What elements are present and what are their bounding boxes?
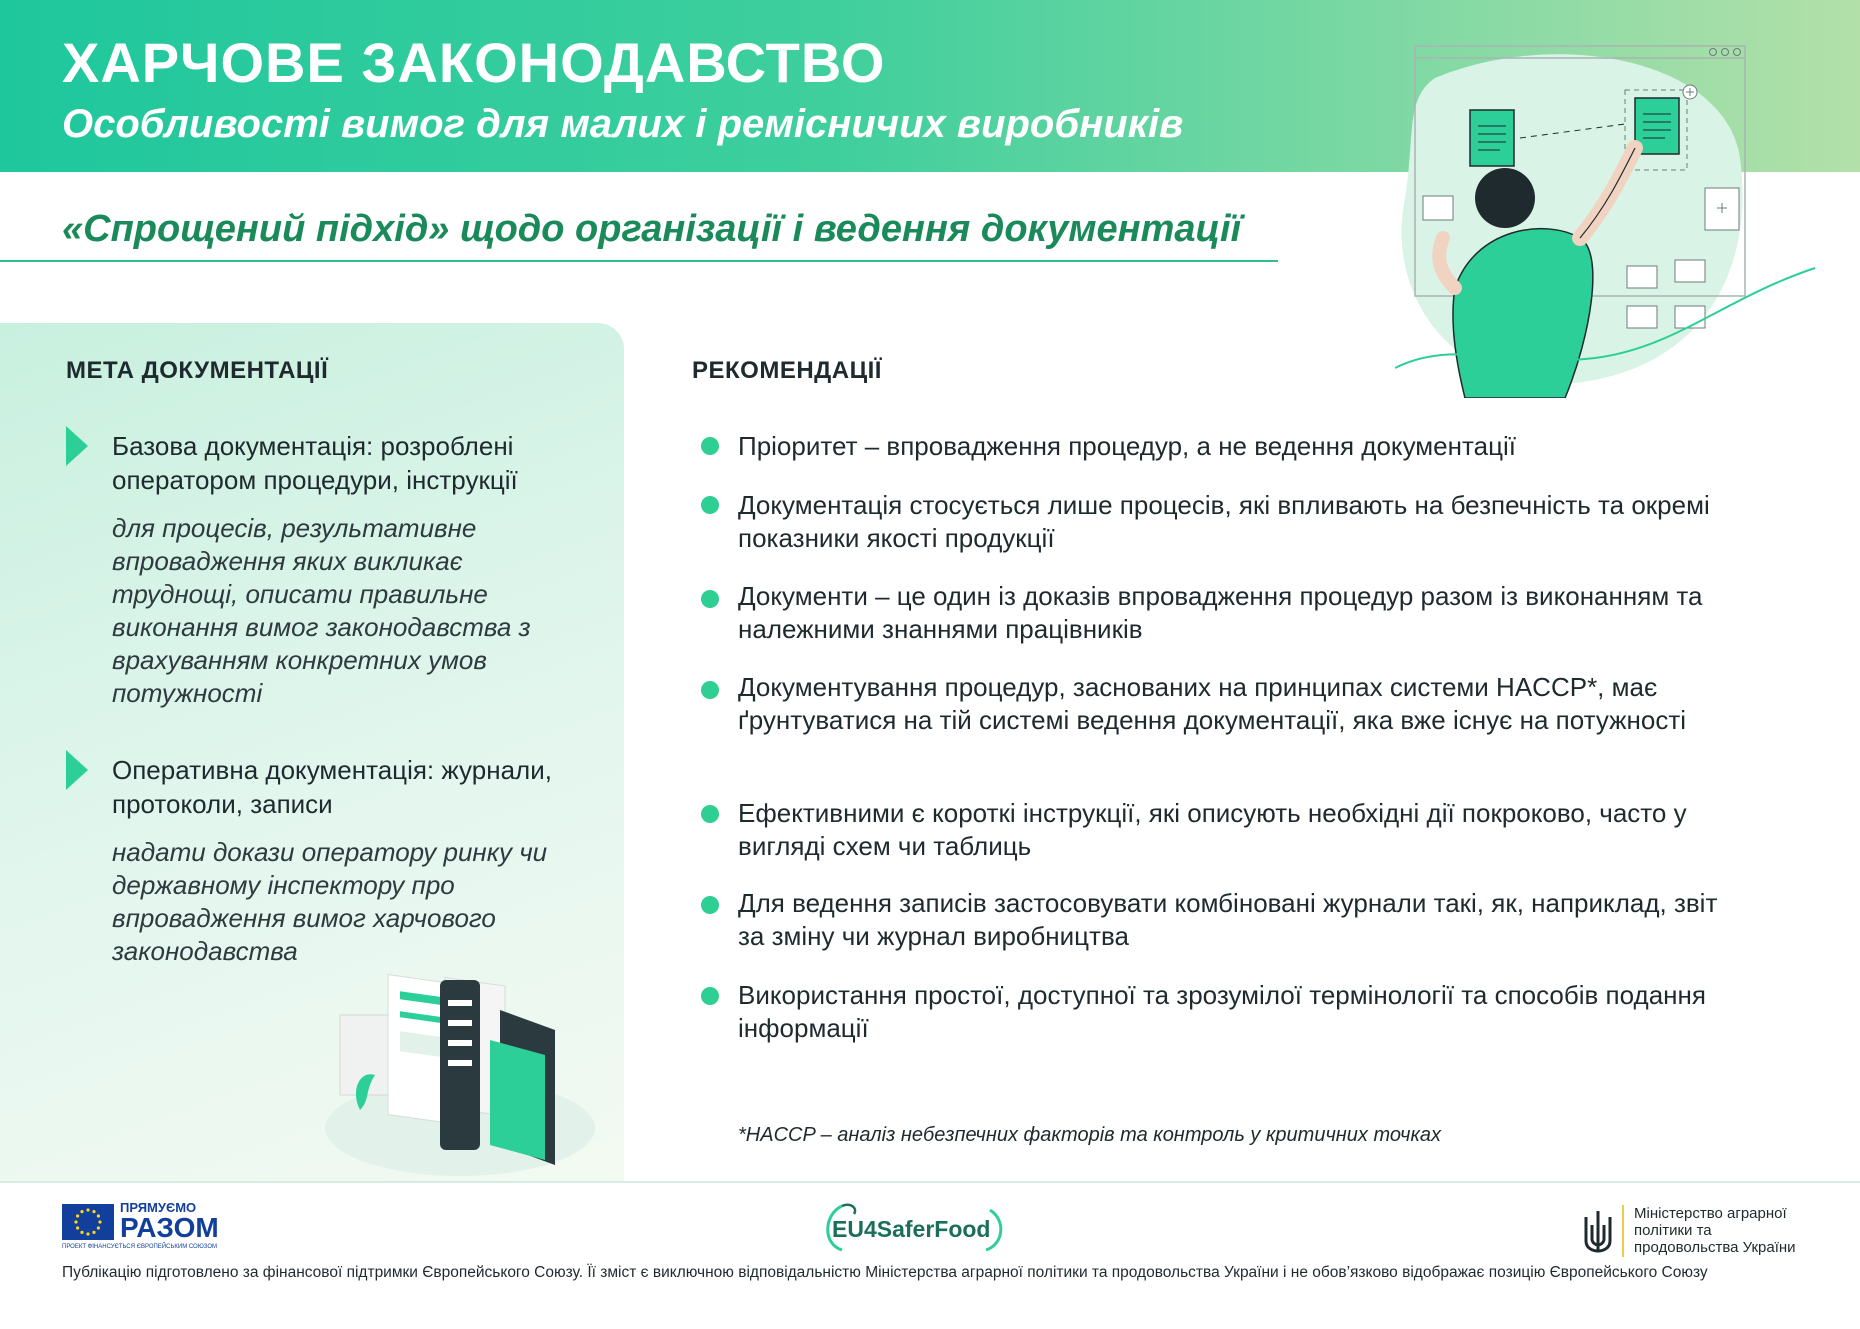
meta-item-description: для процесів, результативне впровадження яких викликає труднощі, описати правильне виконання вимог законодавства з врахуванням конкретних умов потужності <box>112 513 531 708</box>
flag-stripe <box>1622 1205 1624 1257</box>
meta-item-description: надати докази оператору ринку чи державному інспектору про впровадження вимог харчового законодавства <box>112 837 548 966</box>
bullet-icon <box>701 681 719 699</box>
ministry-name: Міністерство аграрної політики та продовольства України <box>1634 1205 1796 1256</box>
recommendation-item: Документи – це один із доказів впровадження процедур разом із виконанням та належними знаннями працівників <box>738 581 1703 644</box>
recommendation-item: Документація стосується лише процесів, які впливають на безпечність та окремі показники якості продукції <box>738 490 1710 553</box>
pryamuiemo-razom-logo <box>62 1200 219 1260</box>
meta-item-title: Оперативна документація: журнали, протоколи, записи <box>112 755 552 819</box>
footnote: *HACCP – аналіз небезпечних факторів та контроль у критичних точках <box>738 1124 1442 1146</box>
meta-item-title: Базова документація: розроблені оператором процедури, інструкції <box>112 431 518 495</box>
arrow-icon <box>66 426 88 466</box>
eu-flag-icon <box>62 1204 114 1240</box>
meta-heading: МЕТА ДОКУМЕНТАЦІЇ <box>66 357 329 384</box>
person-with-documents-illustration <box>1395 38 1825 398</box>
page-title: ХАРЧОВЕ ЗАКОНОДАВСТВО <box>62 31 886 94</box>
document-icon <box>1470 110 1514 166</box>
bullet-icon <box>701 590 719 608</box>
divider <box>0 260 1278 262</box>
arrow-icon <box>66 750 88 790</box>
logo-text: ПРЯМУЄМО <box>120 1200 197 1215</box>
recommendation-item: Ефективними є короткі інструкції, які описують необхідні дії покроково, часто у вигляді схем чи таблиць <box>738 798 1687 861</box>
divider <box>0 1181 1860 1183</box>
recommendation-item: Для ведення записів застосовувати комбіновані журнали такі, як, наприклад, звіт за зміну чи журнал виробництва <box>738 888 1718 951</box>
logo-text: EU4SaferFood <box>832 1216 991 1242</box>
logo-text: РАЗОМ <box>120 1212 219 1243</box>
bullet-icon <box>701 496 719 514</box>
recommendation-item: Документування процедур, заснованих на принципах системи HACCP*, має ґрунтуватися на тій системі ведення документації, яка вже існує на потужності <box>738 672 1687 735</box>
recommendation-item: Використання простої, доступної та зрозумілої термінології та способів подання інформації <box>738 980 1706 1043</box>
ministry-logo <box>1580 1203 1810 1263</box>
documents-folder-illustration <box>320 960 620 1180</box>
bullet-icon <box>701 805 719 823</box>
trident-icon <box>1580 1207 1616 1257</box>
disclaimer: Публікацію підготовлено за фінансової підтримки Європейського Союзу. Її зміст є виключною відповідальністю Міністерства аграрної політики та продовольства України і не обов’язково відображає позицію Європейського Союзу <box>62 1264 1708 1281</box>
eu4saferfood-logo <box>820 1200 1010 1256</box>
recommendation-item: Пріоритет – впровадження процедур, а не ведення документації <box>738 431 1516 461</box>
page-subtitle: Особливості вимог для малих і ремісничих виробників <box>62 102 1184 146</box>
bullet-icon <box>701 896 719 914</box>
logo-caption: ПРОЕКТ ФІНАНСУЄТЬСЯ ЄВРОПЕЙСЬКИМ СОЮЗОМ <box>62 1244 218 1250</box>
section-heading: «Спрощений підхід» щодо організації і ведення документації <box>62 208 1242 250</box>
recommendations-heading: РЕКОМЕНДАЦІЇ <box>692 357 882 384</box>
bullet-icon <box>701 987 719 1005</box>
bullet-icon <box>701 437 719 455</box>
